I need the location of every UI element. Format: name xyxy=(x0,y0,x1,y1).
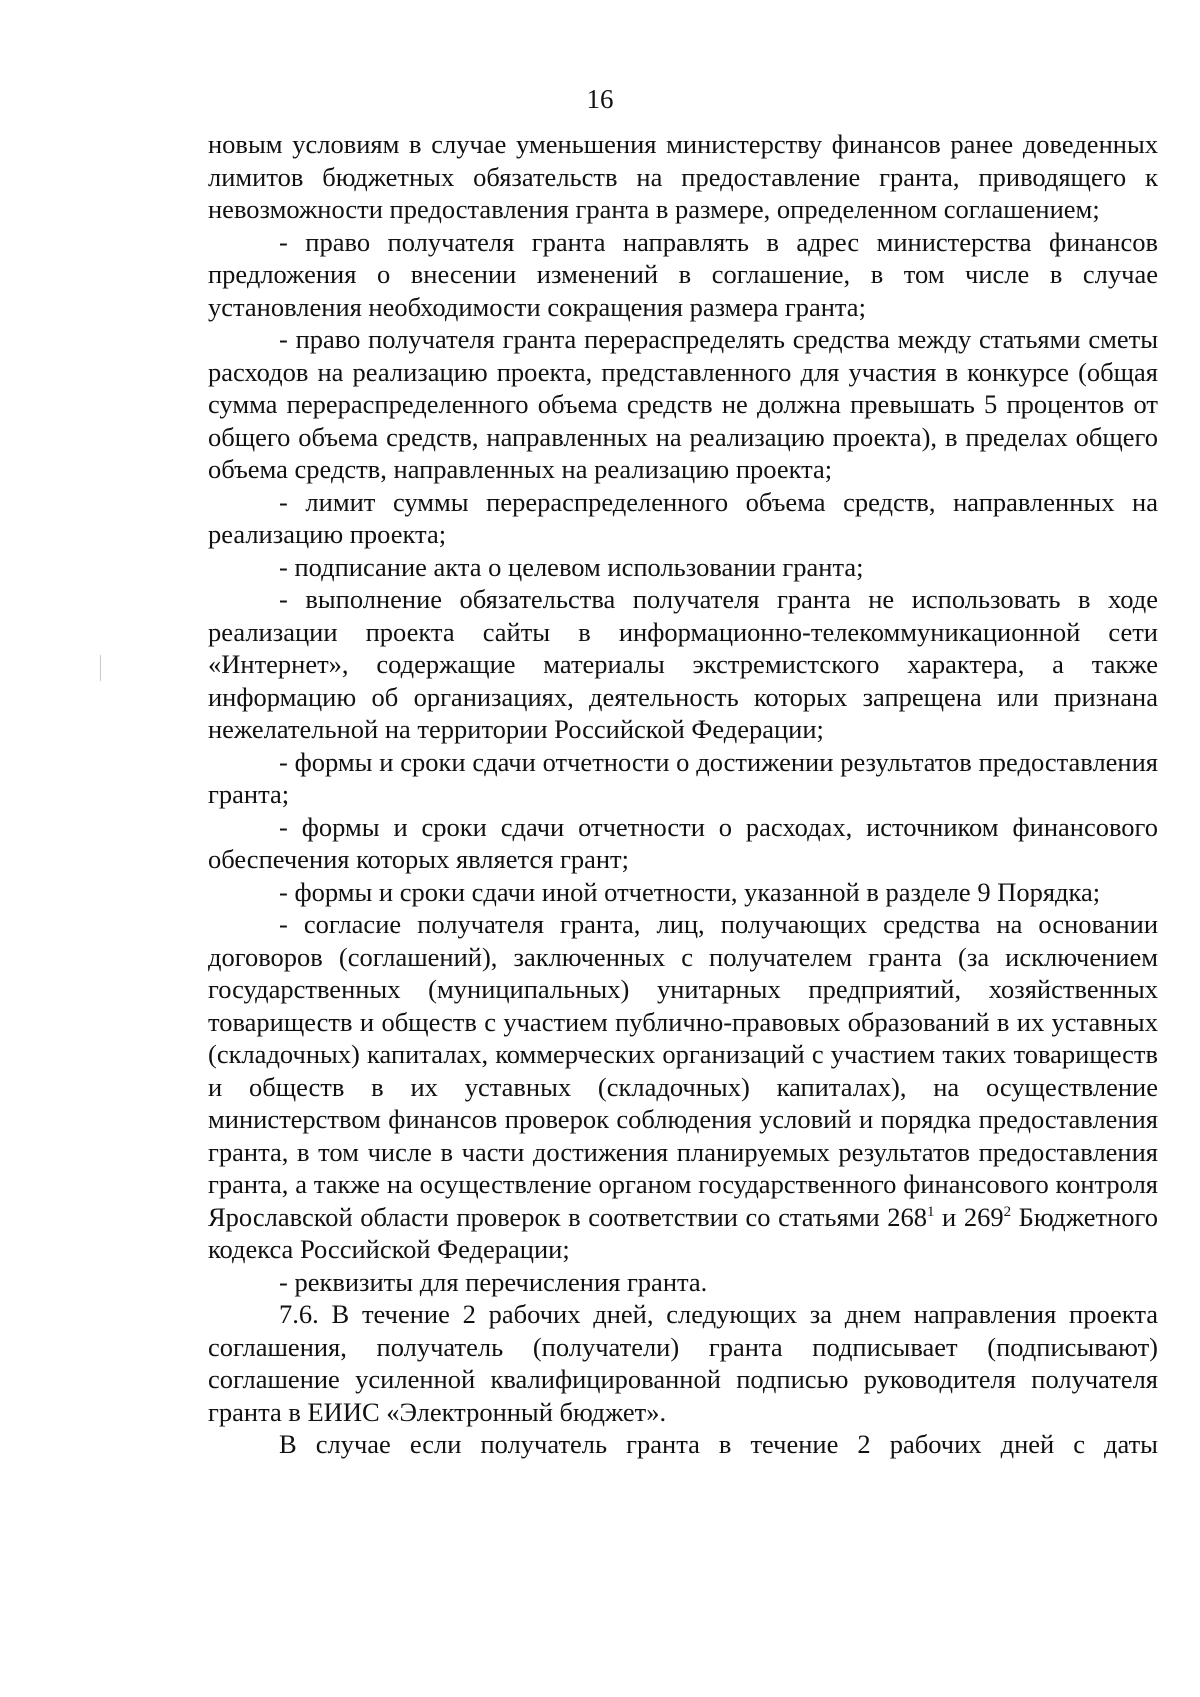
paragraph: - формы и сроки сдачи отчетности о расходах, источником финансового обеспечения которых является грант; xyxy=(208,811,1158,874)
article-superscript: 1 xyxy=(926,1203,935,1220)
page-number: 16 xyxy=(586,84,614,114)
paragraph: - подписание акта о целевом использовании гранта; xyxy=(279,551,864,582)
paragraph-with-article-refs xyxy=(208,908,1158,1266)
paragraph: - лимит суммы перераспределенного объема средств, направленных на реализацию проекта; xyxy=(208,486,1158,549)
paragraph: новым условиям в случае уменьшения министерству финансов ранее доведенных лимитов бюджетных обязательств на предоставление гранта, приводящего к невозможности предоставления гранта в размере, определенном соглашением; xyxy=(208,129,1158,224)
paragraph-text-after: Бюджетного кодекса Российской Федерации; xyxy=(208,1201,1158,1264)
paragraph-text-before: - согласие получателя гранта, лиц, получающих средства на основании договоров (соглашений), заключенных с получателем гранта (за исключением государственных (муниципальных) унитарных предприятий, хозяйственных товариществ и обществ с участием публично-правовых образований в их уставных (складочных) капиталах, коммерческих организаций с участием таких товариществ и обществ в их уставных (складочных) капиталах), на осуществление министерством финансов проверок соблюдения условий и порядка предоставления гранта, в том числе в части достижения планируемых результатов предоставления гранта, а также на осуществление органом государственного финансового контроля Ярославской области проверок в соответствии со статьями xyxy=(208,909,1158,1232)
paragraph: В случае если получатель гранта в течение 2 рабочих дней с даты xyxy=(279,1429,1158,1459)
scan-artifact xyxy=(100,655,101,681)
paragraph: - выполнение обязательства получателя гранта не использовать в ходе реализации проекта сайты в информационно-телекоммуникационной сети «Интернет», содержащие материалы экстремистского характера, а также информацию об организациях, деятельность которых запрещена или признана нежелательной на территории Российской Федерации; xyxy=(208,584,1158,744)
paragraph: 7.6. В течение 2 рабочих дней, следующих за днем направления проекта соглашения, получатель (получатели) гранта подписывает (подписывают) соглашение усиленной квалифицированной подписью руководителя получателя гранта в ЕИИС «Электронный бюджет». xyxy=(208,1299,1158,1427)
article-number: 269 xyxy=(963,1201,1004,1232)
conjunction: и xyxy=(934,1201,964,1232)
paragraph: - право получателя гранта перераспределять средства между статьями сметы расходов на реализацию проекта, представленного для участия в конкурсе (общая сумма перераспределенного объема средств не должна превышать 5 процентов от общего объема средств, направленных на реализацию проекта), в пределах общего объема средств, направленных на реализацию проекта; xyxy=(208,324,1158,484)
article-superscript: 2 xyxy=(1003,1203,1012,1220)
paragraph: - право получателя гранта направлять в адрес министерства финансов предложения о внесении изменений в соглашение, в том числе в случае установления необходимости сокращения размера гранта; xyxy=(208,226,1158,322)
paragraph: - реквизиты для перечисления гранта. xyxy=(279,1266,708,1297)
paragraph: - формы и сроки сдачи иной отчетности, указанной в разделе 9 Порядка; xyxy=(279,876,1101,907)
paragraph: - формы и сроки сдачи отчетности о достижении результатов предоставления гранта; xyxy=(208,746,1158,809)
document-body xyxy=(208,128,1158,1461)
article-number: 268 xyxy=(887,1201,927,1232)
